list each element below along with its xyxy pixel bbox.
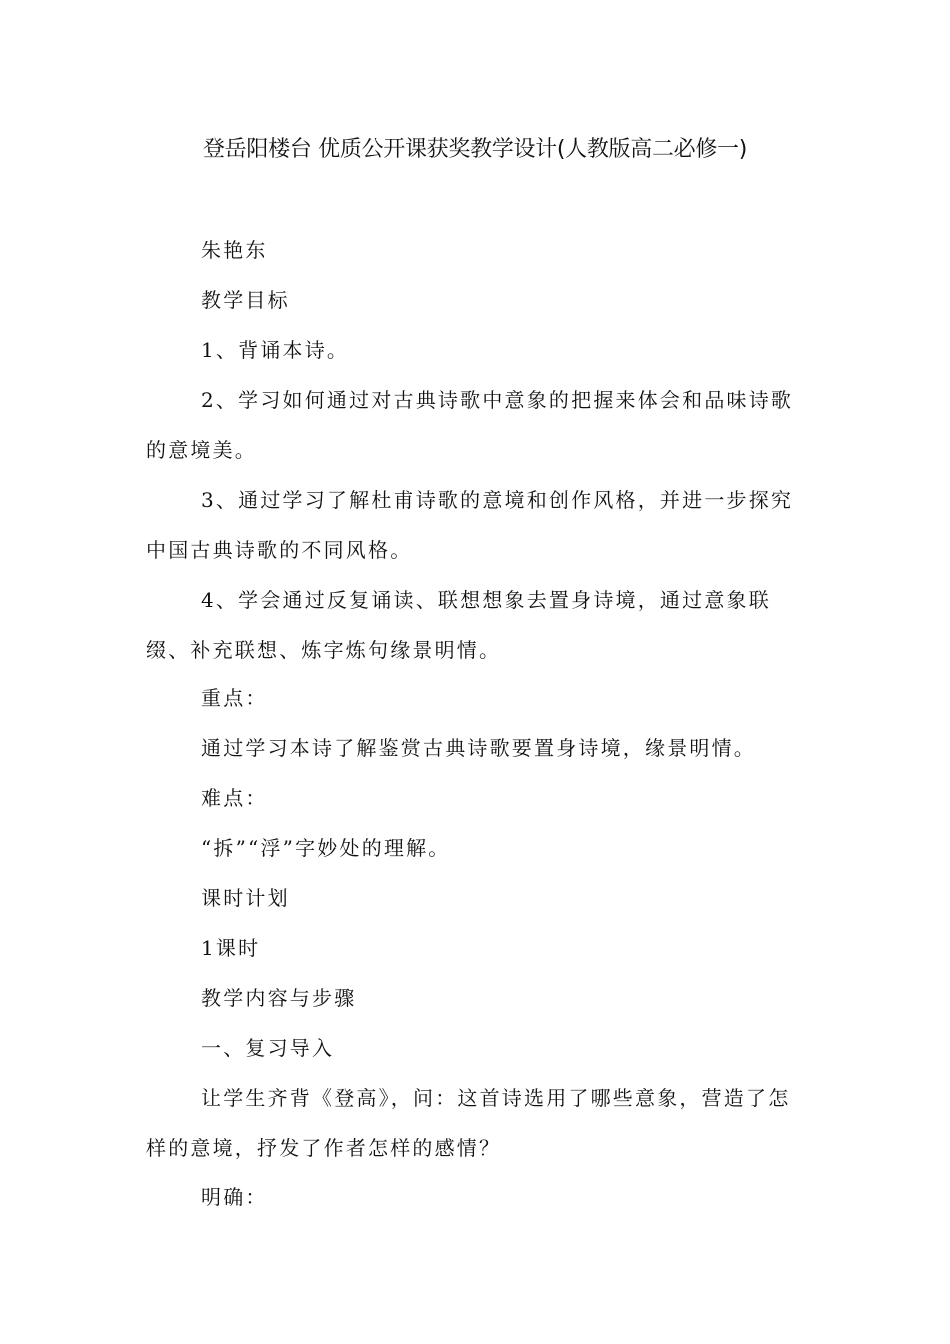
goal-item-4: 4、学会通过反复诵读、联想想象去置身诗境，通过意象联缀、补充联想、炼字炼句缘景明情。 [146, 588, 771, 662]
document-title: 登岳阳楼台 优质公开课获奖教学设计(人教版高二必修一) [202, 137, 748, 162]
key-point-text: 通过学习本诗了解鉴赏古典诗歌要置身诗境，缘景明情。 [201, 736, 756, 760]
heading-lesson-plan: 课时计划 [201, 886, 290, 910]
heading-teaching-goals: 教学目标 [201, 288, 290, 312]
goal-item-3: 3、通过学习了解杜甫诗歌的意境和创作风格，并进一步探究中国古典诗歌的不同风格。 [146, 488, 794, 562]
lesson-count: 1课时 [201, 936, 261, 960]
heading-content-steps: 教学内容与步骤 [201, 986, 357, 1010]
heading-difficulty: 难点： [201, 786, 268, 810]
step-1-heading: 一、复习导入 [201, 1036, 335, 1060]
goal-item-2: 2、学习如何通过对古典诗歌中意象的把握来体会和品味诗歌的意境美。 [146, 388, 794, 462]
goal-item-1: 1、背诵本诗。 [201, 338, 350, 362]
author-name: 朱艳东 [201, 238, 268, 262]
difficulty-text: “拆”“浮”字妙处的理解。 [201, 836, 451, 860]
clarify-label: 明确： [201, 1185, 268, 1209]
step-1-text: 让学生齐背《登高》，问：这首诗选用了哪些意象，营造了怎样的意境，抒发了作者怎样的感情？ [146, 1086, 791, 1160]
heading-key-point: 重点： [201, 686, 268, 710]
